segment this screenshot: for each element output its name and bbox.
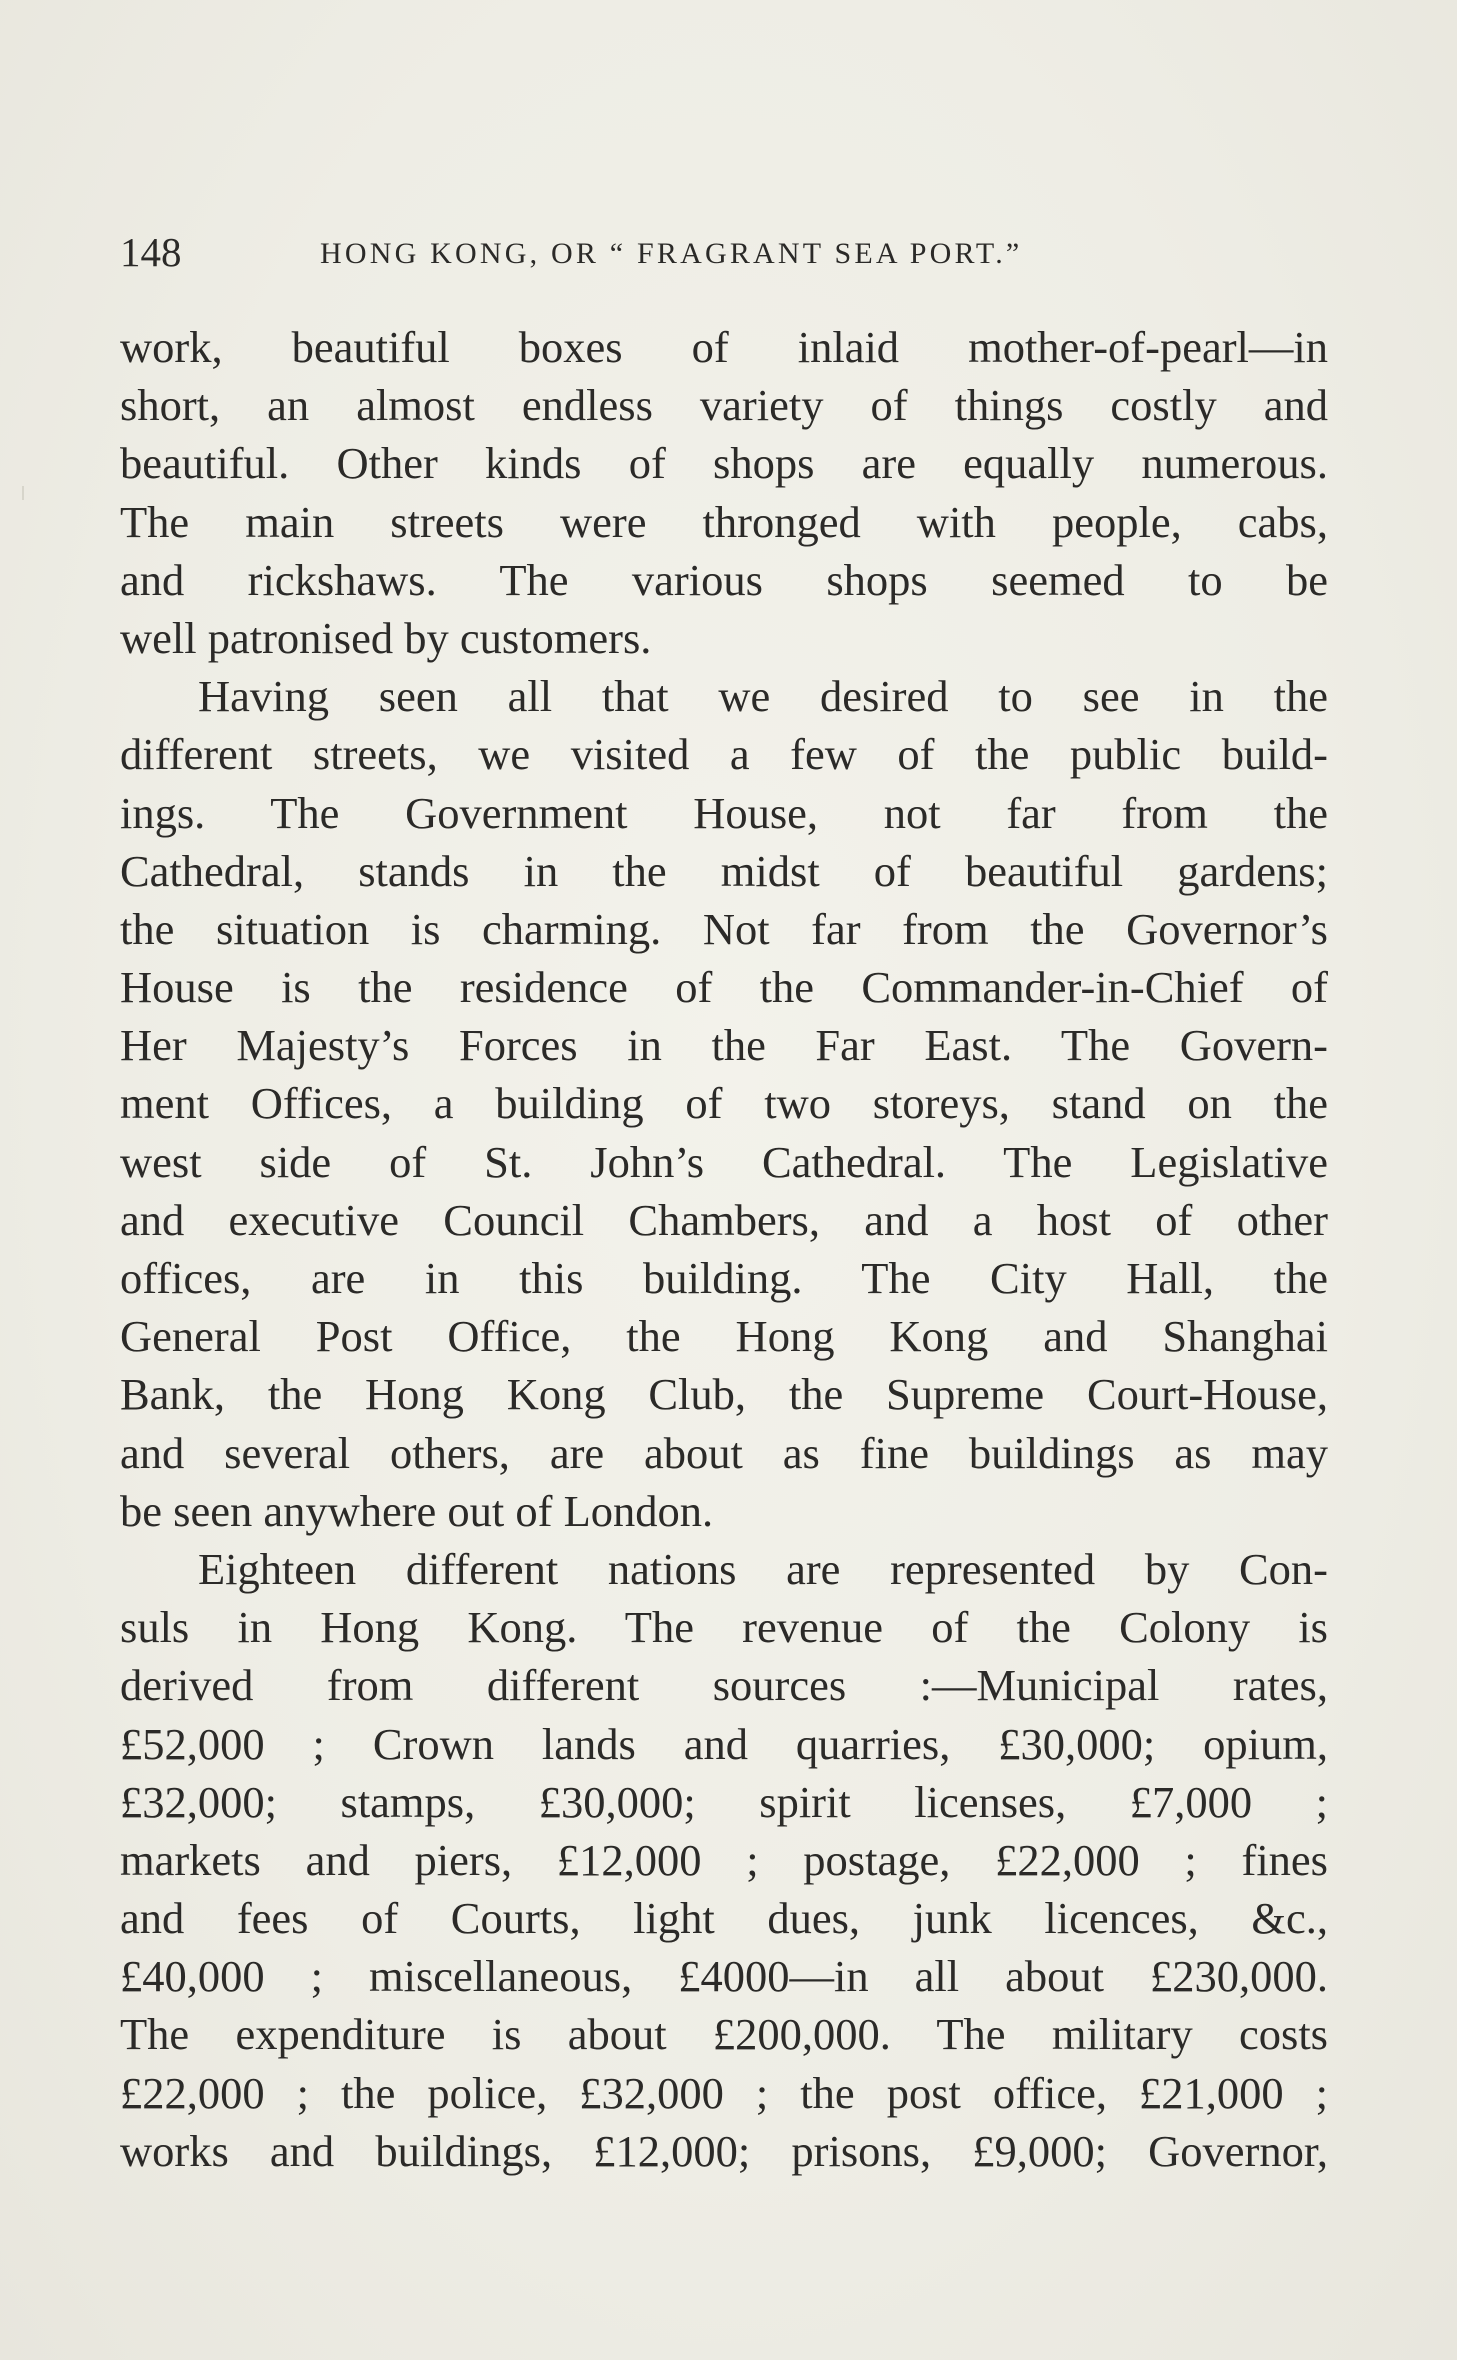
text-line: £40,000 ; miscellaneous, £4000—in all about £230,000. <box>120 1951 1328 2002</box>
text-line: work, beautiful boxes of inlaid mother-of-pearl—in <box>120 322 1328 372</box>
text-line: works and buildings, £12,000; prisons, £9,000; Governor, <box>120 2125 1328 2176</box>
text-line: ings. The Government House, not far from the <box>120 787 1328 838</box>
text-line: offices, are in this building. The City Hall, the <box>120 1253 1328 1303</box>
text-line: General Post Office, the Hong Kong and Shanghai <box>120 1311 1328 1362</box>
text-line: west side of St. John’s Cathedral. The Legislative <box>120 1136 1328 1187</box>
text-line: House is the residence of the Commander-in-Chief of <box>120 962 1328 1013</box>
body-text <box>120 318 1328 2180</box>
text-line: £22,000 ; the police, £32,000 ; the post office, £21,000 ; <box>120 2067 1328 2118</box>
text-line: well patronised by customers. <box>120 612 652 663</box>
text-line: Cathedral, stands in the midst of beautiful gardens; <box>120 845 1328 896</box>
text-line: suls in Hong Kong. The revenue of the Colony is <box>120 1602 1328 1653</box>
text-line: beautiful. Other kinds of shops are equally numerous. <box>120 438 1328 489</box>
text-line: £32,000; stamps, £30,000; spirit licenses, £7,000 ; <box>120 1776 1328 1827</box>
text-line: Bank, the Hong Kong Club, the Supreme Court-House, <box>120 1369 1328 1420</box>
text-line: and rickshaws. The various shops seemed to be <box>120 554 1328 605</box>
paragraph-start-line: Eighteen different nations are represented by Con- <box>198 1543 1328 1594</box>
text-line: be seen anywhere out of London. <box>120 1485 714 1536</box>
running-head <box>120 222 1320 282</box>
text-line: £52,000 ; Crown lands and quarries, £30,000; opium, <box>120 1718 1328 1769</box>
text-line: ment Offices, a building of two storeys, stand on the <box>120 1078 1328 1129</box>
text-line: derived from different sources :—Municipal rates, <box>120 1660 1328 1711</box>
text-line: The expenditure is about £200,000. The military costs <box>120 2009 1328 2060</box>
text-line: and fees of Courts, light dues, junk licences, &c., <box>120 1893 1328 1944</box>
text-line: and several others, are about as fine buildings as may <box>120 1427 1328 1478</box>
text-line: short, an almost endless variety of things costly and <box>120 380 1328 431</box>
text-line: markets and piers, £12,000 ; postage, £22,000 ; fines <box>120 1834 1328 1885</box>
text-line: and executive Council Chambers, and a host of other <box>120 1194 1328 1245</box>
margin-smudge <box>22 486 24 500</box>
text-line: The main streets were thronged with people, cabs, <box>120 496 1328 547</box>
paragraph-start-line: Having seen all that we desired to see in the <box>198 671 1328 722</box>
page-number: 148 <box>120 229 182 275</box>
text-line: different streets, we visited a few of the public build- <box>120 729 1328 780</box>
running-title: HONG KONG, OR “ FRAGRANT SEA PORT.” <box>320 237 1023 270</box>
text-line: Her Majesty’s Forces in the Far East. The Govern- <box>120 1020 1328 1071</box>
text-line: the situation is charming. Not far from the Governor’s <box>120 903 1328 954</box>
